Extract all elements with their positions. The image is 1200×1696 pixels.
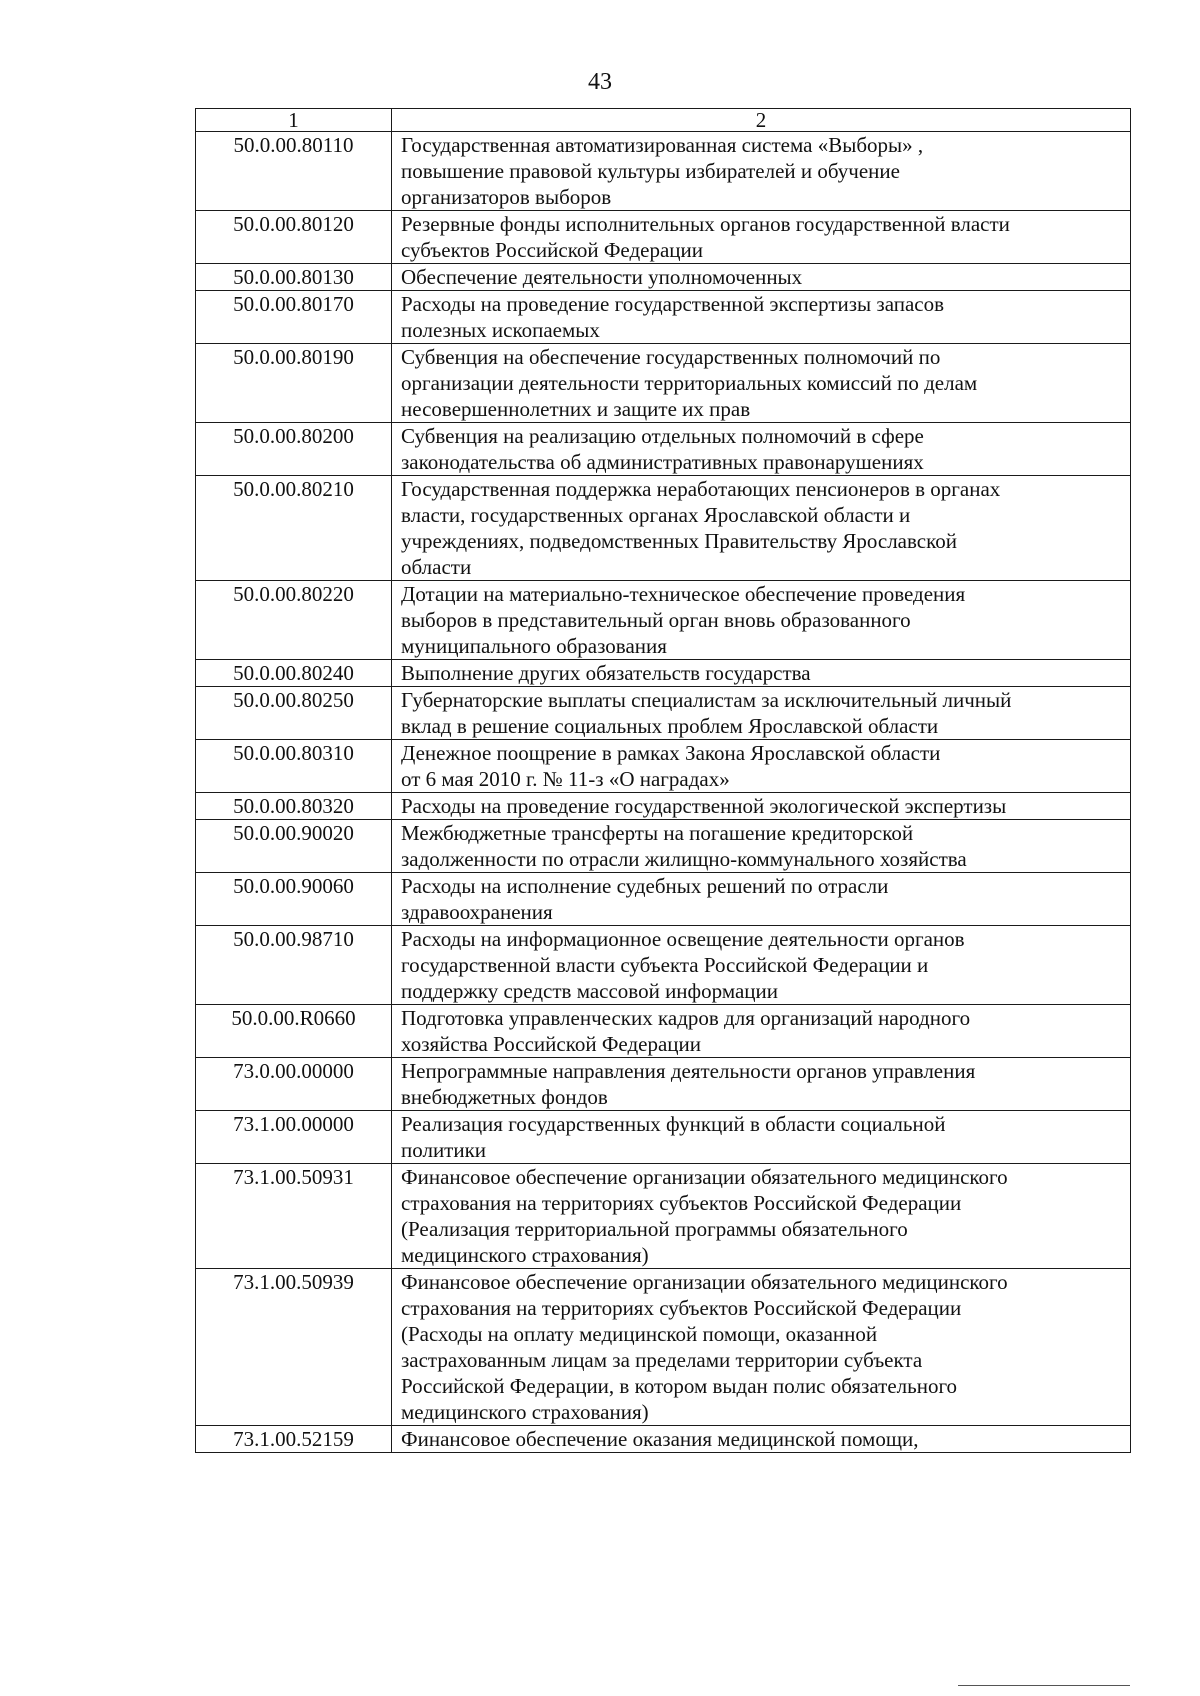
header-cell-code: 1 <box>196 109 392 132</box>
expense-name-cell: Подготовка управленческих кадров для организаций народного хозяйства Российской Федерации <box>392 1005 1131 1058</box>
expense-name-cell: Расходы на информационное освещение деятельности органов государственной власти субъекта Российской Федерации и поддержку средств массовой информации <box>392 926 1131 1005</box>
budget-code-cell: 50.0.00.80240 <box>196 660 392 687</box>
expense-name-cell: Непрограммные направления деятельности органов управления внебюджетных фондов <box>392 1058 1131 1111</box>
table-header-row <box>196 109 1131 132</box>
footer-rule <box>958 1685 1130 1686</box>
budget-code-cell: 50.0.00.80200 <box>196 423 392 476</box>
budget-code-cell: 50.0.00.80310 <box>196 740 392 793</box>
expense-name-cell: Расходы на проведение государственной экспертизы запасов полезных ископаемых <box>392 291 1131 344</box>
budget-code-cell: 50.0.00.80220 <box>196 581 392 660</box>
table-row <box>196 793 1131 820</box>
table-row <box>196 926 1131 1005</box>
table-row <box>196 1269 1131 1426</box>
table-row <box>196 291 1131 344</box>
table-row <box>196 264 1131 291</box>
table-body <box>196 109 1131 1453</box>
table-row <box>196 581 1131 660</box>
table-row <box>196 132 1131 211</box>
expense-name-cell: Выполнение других обязательств государства <box>392 660 1131 687</box>
budget-code-cell: 50.0.00.R0660 <box>196 1005 392 1058</box>
budget-code-cell: 73.0.00.00000 <box>196 1058 392 1111</box>
budget-code-cell: 50.0.00.80210 <box>196 476 392 581</box>
table-row <box>196 1111 1131 1164</box>
expense-name-cell: Обеспечение деятельности уполномоченных <box>392 264 1131 291</box>
table-row <box>196 1426 1131 1453</box>
budget-code-cell: 50.0.00.98710 <box>196 926 392 1005</box>
budget-code-cell: 50.0.00.80130 <box>196 264 392 291</box>
table-row <box>196 820 1131 873</box>
table-row <box>196 423 1131 476</box>
expense-name-cell: Финансовое обеспечение оказания медицинской помощи, <box>392 1426 1131 1453</box>
page-number: 43 <box>588 69 612 95</box>
budget-code-cell: 73.1.00.52159 <box>196 1426 392 1453</box>
budget-code-cell: 50.0.00.90020 <box>196 820 392 873</box>
expense-name-cell: Финансовое обеспечение организации обязательного медицинского страхования на территориях субъектов Российской Федерации (Расходы на оплату медицинской помощи, оказанной застрахованным лицам за пределами территории субъекта Российской Федерации, в котором выдан полис обязательного медицинского страхования) <box>392 1269 1131 1426</box>
budget-code-cell: 73.1.00.50931 <box>196 1164 392 1269</box>
budget-code-cell: 50.0.00.90060 <box>196 873 392 926</box>
table-row <box>196 1005 1131 1058</box>
table-row <box>196 1058 1131 1111</box>
budget-code-table <box>195 108 1131 1453</box>
budget-code-cell: 73.1.00.50939 <box>196 1269 392 1426</box>
budget-code-cell: 50.0.00.80250 <box>196 687 392 740</box>
expense-name-cell: Государственная поддержка неработающих пенсионеров в органах власти, государственных органах Ярославской области и учреждениях, подведомственных Правительству Ярославской области <box>392 476 1131 581</box>
table-row <box>196 873 1131 926</box>
expense-name-cell: Финансовое обеспечение организации обязательного медицинского страхования на территориях субъектов Российской Федерации (Реализация территориальной программы обязательного медицинского страхования) <box>392 1164 1131 1269</box>
table-row <box>196 660 1131 687</box>
table-row <box>196 344 1131 423</box>
table-row <box>196 740 1131 793</box>
table-row <box>196 211 1131 264</box>
expense-name-cell: Межбюджетные трансферты на погашение кредиторской задолженности по отрасли жилищно-коммунального хозяйства <box>392 820 1131 873</box>
expense-name-cell: Субвенция на реализацию отдельных полномочий в сфере законодательства об административных правонарушениях <box>392 423 1131 476</box>
expense-name-cell: Дотации на материально-техническое обеспечение проведения выборов в представительный орган вновь образованного муниципального образования <box>392 581 1131 660</box>
budget-code-cell: 73.1.00.00000 <box>196 1111 392 1164</box>
expense-name-cell: Субвенция на обеспечение государственных полномочий по организации деятельности территориальных комиссий по делам несовершеннолетних и защите их прав <box>392 344 1131 423</box>
budget-code-cell: 50.0.00.80120 <box>196 211 392 264</box>
table-row <box>196 1164 1131 1269</box>
expense-name-cell: Расходы на проведение государственной экологической экспертизы <box>392 793 1131 820</box>
expense-name-cell: Государственная автоматизированная система «Выборы» , повышение правовой культуры избирателей и обучение организаторов выборов <box>392 132 1131 211</box>
expense-name-cell: Резервные фонды исполнительных органов государственной власти субъектов Российской Федерации <box>392 211 1131 264</box>
header-cell-name: 2 <box>392 109 1131 132</box>
expense-name-cell: Денежное поощрение в рамках Закона Ярославской области от 6 мая 2010 г. № 11-з «О наградах» <box>392 740 1131 793</box>
expense-name-cell: Расходы на исполнение судебных решений по отрасли здравоохранения <box>392 873 1131 926</box>
budget-code-cell: 50.0.00.80170 <box>196 291 392 344</box>
table-row <box>196 476 1131 581</box>
budget-code-cell: 50.0.00.80110 <box>196 132 392 211</box>
budget-code-cell: 50.0.00.80190 <box>196 344 392 423</box>
table-row <box>196 687 1131 740</box>
expense-name-cell: Губернаторские выплаты специалистам за исключительный личный вклад в решение социальных проблем Ярославской области <box>392 687 1131 740</box>
expense-name-cell: Реализация государственных функций в области социальной политики <box>392 1111 1131 1164</box>
budget-code-cell: 50.0.00.80320 <box>196 793 392 820</box>
